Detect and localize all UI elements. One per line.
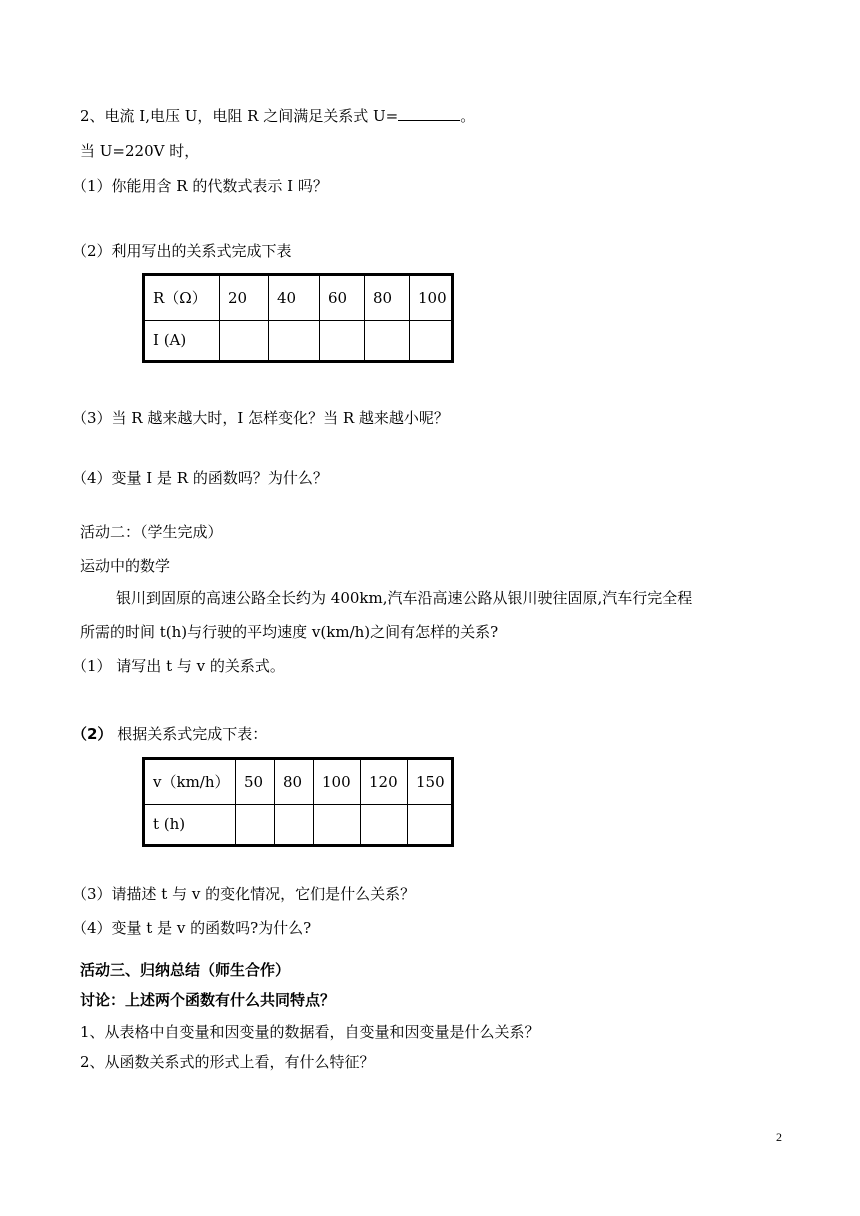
table-answer-cell[interactable] — [236, 804, 275, 845]
table-answer-cell[interactable] — [361, 804, 408, 845]
table-header-cell: R（Ω） — [144, 275, 220, 321]
table-answer-cell[interactable] — [314, 804, 361, 845]
table-cell: 40 — [269, 275, 320, 321]
table-cell: 50 — [236, 759, 275, 805]
table-answer-cell[interactable] — [220, 320, 269, 361]
q2-subquestion-4: （4）变量 I 是 R 的函数吗？为什么？ — [72, 469, 328, 487]
table-resistance-current — [142, 273, 454, 363]
activity-2-subtitle: 运动中的数学 — [80, 557, 171, 575]
table-answer-cell[interactable] — [408, 804, 453, 845]
subquestion-number: （2） — [72, 725, 113, 743]
q2-intro — [80, 106, 475, 126]
table-cell: 100 — [314, 759, 361, 805]
q2-intro-end: 。 — [460, 107, 476, 125]
activity-2-title: 活动二：（学生完成） — [80, 523, 223, 541]
q2-subquestion-2: （2）利用写出的关系式完成下表 — [72, 242, 292, 260]
table-cell: 80 — [365, 275, 410, 321]
activity-2-subquestion-1: （1） 请写出 t 与 v 的关系式。 — [72, 657, 285, 675]
page-number: 2 — [776, 1130, 782, 1144]
activity-3-question-2: 2、从函数关系式的形式上看，有什么特征？ — [80, 1053, 375, 1071]
q2-subquestion-3: （3）当 R 越来越大时，I 怎样变化？当 R 越来越小呢？ — [72, 409, 449, 427]
table-row — [144, 320, 453, 361]
activity-3-question-1: 1、从表格中自变量和因变量的数据看，自变量和因变量是什么关系？ — [80, 1023, 540, 1041]
activity-3-discussion: 讨论：上述两个函数有什么共同特点？ — [80, 991, 336, 1009]
activity-2-subquestion-3: （3）请描述 t 与 v 的变化情况，它们是什么关系？ — [72, 885, 416, 903]
subquestion-text: 根据关系式完成下表： — [117, 725, 268, 743]
table-cell: 150 — [408, 759, 453, 805]
table-speed-time — [142, 757, 454, 847]
table-answer-cell[interactable] — [320, 320, 365, 361]
table-header-cell: t (h) — [144, 804, 236, 845]
table-header-cell: I (A) — [144, 320, 220, 361]
table-cell: 20 — [220, 275, 269, 321]
activity-2-subquestion-2 — [72, 724, 267, 744]
table-row — [144, 759, 453, 805]
answer-blank[interactable] — [398, 106, 460, 121]
table-cell: 100 — [410, 275, 453, 321]
q2-intro-text: 2、电流 I,电压 U，电阻 R 之间满足关系式 U= — [80, 107, 399, 125]
table-answer-cell[interactable] — [275, 804, 314, 845]
table-row — [144, 275, 453, 321]
table-answer-cell[interactable] — [365, 320, 410, 361]
activity-2-paragraph-line-2: 所需的时间 t(h)与行驶的平均速度 v(km/h)之间有怎样的关系? — [80, 623, 499, 641]
activity-3-title: 活动三、归纳总结（师生合作） — [80, 961, 291, 979]
table-answer-cell[interactable] — [410, 320, 453, 361]
table-cell: 60 — [320, 275, 365, 321]
table-cell: 80 — [275, 759, 314, 805]
table-answer-cell[interactable] — [269, 320, 320, 361]
table-row — [144, 804, 453, 845]
table-header-cell: v（km/h） — [144, 759, 236, 805]
q2-condition: 当 U=220V 时， — [80, 142, 200, 160]
activity-2-subquestion-4: （4）变量 t 是 v 的函数吗?为什么? — [72, 919, 312, 937]
q2-subquestion-1: （1）你能用含 R 的代数式表示 I 吗？ — [72, 177, 328, 195]
activity-2-paragraph-line-1: 银川到固原的高速公路全长约为 400km,汽车沿高速公路从银川驶往固原,汽车行完全程 — [116, 589, 693, 607]
table-cell: 120 — [361, 759, 408, 805]
